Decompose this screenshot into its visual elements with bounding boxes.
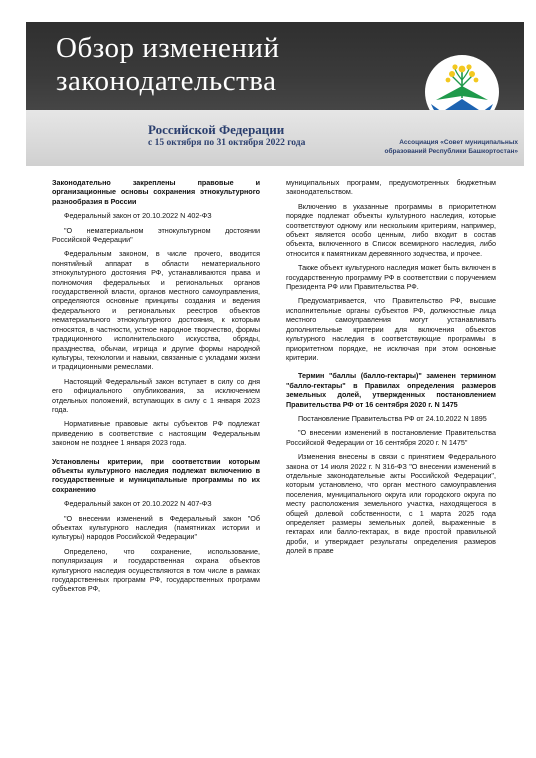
left-column (52, 178, 260, 599)
section-heading-land-shares: Термин "баллы (балло-гектары)" заменен термином "балло-гектары" в Правилах определения размеров земельных долей, утвержденных постановлением Правительства РФ от 16 сентября 2020 г. N 1475 (286, 371, 496, 409)
title-line-2: законодательства (56, 65, 277, 97)
association-line-2: образований Республики Башкортостан» (384, 147, 518, 155)
decree-reference: Постановление Правительства РФ от 24.10.2022 N 1895 (298, 413, 487, 423)
section-heading-criteria: Установлены критерии, при соответствии которым объекты культурного наследия подлежат включению в государственные и муниципальные программы по их сохранению (52, 456, 260, 494)
title-line-1: Обзор изменений (56, 32, 280, 64)
paragraph: Также объект культурного наследия может быть включен в государственную программу РФ в соответствии с поручением Президента РФ или Правительства РФ. (286, 263, 496, 292)
paragraph: Определено, что сохранение, использование, популяризация и государственная охрана объектов культурного наследия осуществляются в том числе в рамках государственных программ РФ, государственных программ субъектов РФ, (52, 546, 260, 594)
association-name (318, 139, 518, 156)
paragraph: Включению в указанные программы в приоритетном порядке подлежат объекты культурного наследия, которые соответствуют одному или нескольким критериям, например, объект является особо ценным, либо входит в состав объекта, включенного в Список всемирного наследия, либо относится к памятникам деревянного зодчества, и прочее. (286, 201, 496, 258)
law-reference: Федеральный закон от 20.10.2022 N 402-ФЗ (64, 211, 212, 221)
report-period: с 15 октября по 31 октября 2022 года (148, 138, 306, 148)
federation-name: Российской Федерации (148, 122, 285, 137)
paragraph: муниципальных программ, предусмотренных бюджетным законодательством. (286, 178, 496, 197)
document-title (56, 32, 279, 98)
law-title: "О нематериальном этнокультурном достоянии Российской Федерации" (52, 225, 260, 245)
paragraph: Нормативные правовые акты субъектов РФ подлежат приведению в соответствие с настоящим Федеральным законом не позднее 1 января 2023 года. (52, 419, 260, 448)
paragraph: Федеральным законом, в числе прочего, вводится понятийный аппарат в области нематериального этнокультурного достояния РФ, устанавливаются права и полномочия федеральных и региональных органов государственной власти, органов местного самоуправления, определяются основные принципы создания и ведения федерального и региональных реестров объектов нематериального этнокультурного достояния, к которым относятся, в частности, устное народное творчество, формы традиционного исполнительского искусства, обряды, празднества, обычаи, игрища и другие формы народной культуры, технологии и навыки, связанные с укладами жизни и традиционными ремеслами. (52, 249, 260, 372)
header-banner (26, 22, 524, 124)
right-column (286, 178, 496, 561)
section-heading-heritage: Законодательно закреплены правовые и организационные основы сохранения этнокультурного разнообразия в России (52, 178, 260, 206)
decree-title: "О внесении изменений в постановление Правительства Российской Федерации от 16 сентября 2020 г. N 1475" (286, 428, 496, 447)
federation-heading (148, 122, 306, 150)
paragraph: Настоящий Федеральный закон вступает в силу со дня его официального опубликования, за исключением отдельных положений, вступающих в силу с 1 января 2023 года. (52, 376, 260, 414)
law-reference: Федеральный закон от 20.10.2022 N 407-ФЗ (64, 499, 212, 509)
association-line-1: Ассоциация «Совет муниципальных (399, 139, 518, 146)
law-title: "О внесении изменений в Федеральный закон "Об объектах культурного наследия (памятниках истории и культуры) народов Российской Федерации" (52, 513, 260, 542)
paragraph: Предусматривается, что Правительство РФ, высшие исполнительные органы субъектов РФ, должностные лица местного самоуправления могут устанавливать дополнительные критерии для включения объектов культурного наследия в соответствующие программы в приоритетном порядке, не исключая при этом основные критерии. (286, 296, 496, 362)
paragraph: Изменения внесены в связи с принятием Федерального закона от 14 июля 2022 г. N 316-ФЗ "О внесении изменений в отдельные законодательные акты Российской Федерации", которым установлено, что орган местного самоуправления поселения, муниципального округа или городского округа по месту расположения земельного участка, находящегося в общей долевой собственности, с 1 марта 2025 года определяет размеры земельных долей, выраженные в гектарах или балло-гектарах, в виде простой правильной дроби, и утверждает результаты определения размеров долей в праве (286, 452, 496, 556)
